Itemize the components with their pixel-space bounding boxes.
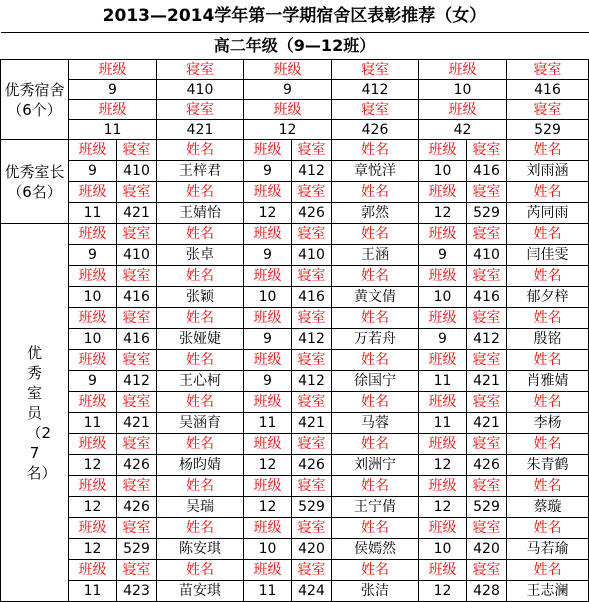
member-class-value: 9 — [69, 245, 117, 266]
member-room-value: 412 — [117, 371, 157, 392]
member-room-value: 426 — [117, 455, 157, 476]
header-room: 寝室 — [467, 434, 507, 455]
dorm-class-value: 10 — [419, 80, 507, 100]
leader-room-value: 412 — [292, 161, 332, 182]
header-room: 寝室 — [157, 60, 244, 80]
header-name: 姓名 — [507, 476, 589, 497]
header-name: 姓名 — [157, 140, 244, 161]
member-room-value: 420 — [467, 539, 507, 560]
header-name: 姓名 — [157, 434, 244, 455]
header-name: 姓名 — [332, 350, 419, 371]
member-room-value: 421 — [467, 413, 507, 434]
header-room: 寝室 — [292, 182, 332, 203]
member-name-value: 张洁 — [332, 581, 419, 602]
member-class-value: 12 — [69, 497, 117, 518]
leader-class-value: 9 — [244, 161, 292, 182]
leader-room-value: 421 — [117, 203, 157, 224]
member-name-value: 张颖 — [157, 287, 244, 308]
section-label-text: 优秀宿舍（6个） — [4, 80, 65, 119]
header-room: 寝室 — [467, 224, 507, 245]
header-room: 寝室 — [117, 224, 157, 245]
dorm-class-value: 42 — [419, 120, 507, 140]
header-name: 姓名 — [507, 392, 589, 413]
leader-class-value: 9 — [69, 161, 117, 182]
dorm-class-value: 11 — [69, 120, 157, 140]
header-class: 班级 — [244, 182, 292, 203]
leader-name-value: 章悦洋 — [332, 161, 419, 182]
member-class-value: 12 — [244, 497, 292, 518]
header-room: 寝室 — [467, 518, 507, 539]
member-room-value: 529 — [467, 497, 507, 518]
dorm-room-value: 426 — [332, 120, 419, 140]
member-name-value: 苗安琪 — [157, 581, 244, 602]
member-room-value: 416 — [292, 287, 332, 308]
member-class-value: 12 — [69, 539, 117, 560]
header-class: 班级 — [69, 518, 117, 539]
member-room-value: 416 — [467, 287, 507, 308]
header-room: 寝室 — [117, 266, 157, 287]
member-class-value: 10 — [419, 539, 467, 560]
leader-name-value: 王梓君 — [157, 161, 244, 182]
header-room: 寝室 — [292, 560, 332, 581]
member-name-value: 吴涵育 — [157, 413, 244, 434]
header-room: 寝室 — [292, 434, 332, 455]
header-class: 班级 — [69, 434, 117, 455]
member-name-value: 闫佳雯 — [507, 245, 589, 266]
header-class: 班级 — [419, 100, 507, 120]
header-class: 班级 — [419, 392, 467, 413]
header-class: 班级 — [69, 476, 117, 497]
section-label-text: 优秀室长（6名） — [4, 162, 65, 201]
header-name: 姓名 — [332, 224, 419, 245]
header-class: 班级 — [69, 60, 157, 80]
member-class-value: 12 — [419, 581, 467, 602]
member-class-value: 10 — [69, 287, 117, 308]
header-room: 寝室 — [117, 560, 157, 581]
header-class: 班级 — [244, 350, 292, 371]
header-class: 班级 — [244, 100, 332, 120]
member-class-value: 11 — [419, 413, 467, 434]
header-name: 姓名 — [332, 266, 419, 287]
member-room-value: 421 — [117, 413, 157, 434]
member-room-value: 410 — [467, 245, 507, 266]
header-name: 姓名 — [332, 434, 419, 455]
header-name: 姓名 — [157, 560, 244, 581]
header-name: 姓名 — [332, 182, 419, 203]
header-room: 寝室 — [117, 308, 157, 329]
header-room: 寝室 — [157, 100, 244, 120]
dorm-class-value: 9 — [69, 80, 157, 100]
header-room: 寝室 — [292, 392, 332, 413]
member-name-value: 王志澜 — [507, 581, 589, 602]
dorm-class-value: 9 — [244, 80, 332, 100]
member-class-value: 11 — [69, 581, 117, 602]
member-name-value: 王心柯 — [157, 371, 244, 392]
dorm-room-value: 412 — [332, 80, 419, 100]
header-room: 寝室 — [507, 60, 589, 80]
header-room: 寝室 — [117, 392, 157, 413]
member-class-value: 9 — [244, 371, 292, 392]
header-room: 寝室 — [507, 100, 589, 120]
header-room: 寝室 — [467, 266, 507, 287]
header-class: 班级 — [244, 224, 292, 245]
leader-room-value: 410 — [117, 161, 157, 182]
leader-name-value: 芮同雨 — [507, 203, 589, 224]
header-name: 姓名 — [157, 224, 244, 245]
header-class: 班级 — [419, 182, 467, 203]
leader-class-value: 12 — [244, 203, 292, 224]
section-label-leader — [1, 140, 69, 224]
member-name-value: 吴瑞 — [157, 497, 244, 518]
member-name-value: 刘洲宁 — [332, 455, 419, 476]
header-class: 班级 — [419, 224, 467, 245]
member-room-value: 412 — [467, 329, 507, 350]
header-name: 姓名 — [507, 182, 589, 203]
member-name-value: 陈安琪 — [157, 539, 244, 560]
header-name: 姓名 — [507, 140, 589, 161]
member-class-value: 10 — [69, 329, 117, 350]
header-class: 班级 — [69, 308, 117, 329]
dorm-class-value: 12 — [244, 120, 332, 140]
member-class-value: 9 — [419, 245, 467, 266]
header-room: 寝室 — [292, 518, 332, 539]
header-class: 班级 — [244, 266, 292, 287]
header-room: 寝室 — [467, 308, 507, 329]
member-class-value: 12 — [419, 455, 467, 476]
header-name: 姓名 — [507, 266, 589, 287]
header-class: 班级 — [419, 560, 467, 581]
section-label-member — [1, 224, 69, 602]
member-name-value: 张卓 — [157, 245, 244, 266]
section-label-text: 优秀室员（27名） — [26, 343, 57, 482]
header-name: 姓名 — [157, 392, 244, 413]
header-class: 班级 — [244, 60, 332, 80]
member-class-value: 11 — [244, 581, 292, 602]
leader-name-value: 刘雨涵 — [507, 161, 589, 182]
header-room: 寝室 — [117, 140, 157, 161]
header-class: 班级 — [69, 224, 117, 245]
header-room: 寝室 — [117, 182, 157, 203]
header-room: 寝室 — [467, 560, 507, 581]
member-name-value: 黄文倩 — [332, 287, 419, 308]
header-class: 班级 — [69, 140, 117, 161]
header-name: 姓名 — [157, 350, 244, 371]
header-room: 寝室 — [292, 140, 332, 161]
member-class-value: 9 — [69, 371, 117, 392]
header-class: 班级 — [244, 476, 292, 497]
member-class-value: 11 — [69, 413, 117, 434]
member-room-value: 410 — [117, 245, 157, 266]
header-room: 寝室 — [467, 182, 507, 203]
grade-heading: 高二年级（9—12班） — [1, 33, 589, 60]
member-name-value: 张娅婕 — [157, 329, 244, 350]
member-room-value: 421 — [292, 413, 332, 434]
header-class: 班级 — [419, 266, 467, 287]
leader-class-value: 11 — [69, 203, 117, 224]
leader-name-value: 郭然 — [332, 203, 419, 224]
header-room: 寝室 — [292, 266, 332, 287]
member-room-value: 410 — [292, 245, 332, 266]
header-class: 班级 — [419, 308, 467, 329]
header-name: 姓名 — [507, 560, 589, 581]
header-name: 姓名 — [507, 308, 589, 329]
header-class: 班级 — [419, 476, 467, 497]
header-room: 寝室 — [117, 476, 157, 497]
header-name: 姓名 — [332, 140, 419, 161]
header-name: 姓名 — [157, 266, 244, 287]
header-class: 班级 — [244, 434, 292, 455]
header-room: 寝室 — [292, 224, 332, 245]
header-class: 班级 — [69, 182, 117, 203]
header-name: 姓名 — [332, 560, 419, 581]
header-class: 班级 — [419, 518, 467, 539]
member-class-value: 12 — [244, 455, 292, 476]
header-room: 寝室 — [117, 434, 157, 455]
header-name: 姓名 — [507, 224, 589, 245]
header-room: 寝室 — [292, 350, 332, 371]
header-name: 姓名 — [157, 308, 244, 329]
leader-class-value: 10 — [419, 161, 467, 182]
member-class-value: 12 — [419, 497, 467, 518]
member-room-value: 416 — [117, 329, 157, 350]
member-class-value: 9 — [419, 329, 467, 350]
dorm-room-value: 529 — [507, 120, 589, 140]
member-name-value: 朱青鹤 — [507, 455, 589, 476]
header-name: 姓名 — [332, 518, 419, 539]
member-room-value: 412 — [292, 329, 332, 350]
member-name-value: 王涵 — [332, 245, 419, 266]
header-room: 寝室 — [117, 350, 157, 371]
header-name: 姓名 — [507, 434, 589, 455]
header-class: 班级 — [69, 100, 157, 120]
header-class: 班级 — [69, 560, 117, 581]
leader-room-value: 416 — [467, 161, 507, 182]
header-room: 寝室 — [467, 350, 507, 371]
member-class-value: 10 — [419, 287, 467, 308]
header-class: 班级 — [244, 392, 292, 413]
member-name-value: 蔡璇 — [507, 497, 589, 518]
header-class: 班级 — [244, 560, 292, 581]
member-name-value: 殷铭 — [507, 329, 589, 350]
member-class-value: 11 — [419, 371, 467, 392]
leader-room-value: 426 — [292, 203, 332, 224]
member-class-value: 10 — [244, 539, 292, 560]
member-room-value: 426 — [467, 455, 507, 476]
member-room-value: 423 — [117, 581, 157, 602]
leader-room-value: 529 — [467, 203, 507, 224]
header-class: 班级 — [419, 140, 467, 161]
member-room-value: 420 — [292, 539, 332, 560]
header-class: 班级 — [69, 266, 117, 287]
member-room-value: 529 — [292, 497, 332, 518]
member-name-value: 李杨 — [507, 413, 589, 434]
header-name: 姓名 — [507, 518, 589, 539]
header-name: 姓名 — [157, 518, 244, 539]
member-room-value: 412 — [292, 371, 332, 392]
member-room-value: 426 — [292, 455, 332, 476]
member-room-value: 421 — [467, 371, 507, 392]
member-class-value: 11 — [244, 413, 292, 434]
header-room: 寝室 — [467, 476, 507, 497]
header-class: 班级 — [419, 434, 467, 455]
header-name: 姓名 — [332, 308, 419, 329]
header-class: 班级 — [419, 350, 467, 371]
section-label-dorm — [1, 60, 69, 140]
member-name-value: 徐国宁 — [332, 371, 419, 392]
header-name: 姓名 — [332, 476, 419, 497]
member-name-value: 王宁倩 — [332, 497, 419, 518]
header-room: 寝室 — [467, 392, 507, 413]
header-room: 寝室 — [292, 476, 332, 497]
member-class-value: 9 — [244, 329, 292, 350]
member-name-value: 万若舟 — [332, 329, 419, 350]
member-name-value: 马若瑜 — [507, 539, 589, 560]
member-class-value: 10 — [244, 287, 292, 308]
leader-class-value: 12 — [419, 203, 467, 224]
header-class: 班级 — [69, 392, 117, 413]
header-class: 班级 — [69, 350, 117, 371]
header-name: 姓名 — [157, 476, 244, 497]
header-class: 班级 — [419, 60, 507, 80]
member-name-value: 侯嫣然 — [332, 539, 419, 560]
header-name: 姓名 — [157, 182, 244, 203]
header-room: 寝室 — [292, 308, 332, 329]
member-room-value: 416 — [117, 287, 157, 308]
member-room-value: 428 — [467, 581, 507, 602]
member-room-value: 424 — [292, 581, 332, 602]
leader-name-value: 王婧怡 — [157, 203, 244, 224]
header-room: 寝室 — [467, 140, 507, 161]
member-class-value: 9 — [244, 245, 292, 266]
header-class: 班级 — [244, 518, 292, 539]
member-name-value: 杨昀婧 — [157, 455, 244, 476]
header-class: 班级 — [244, 308, 292, 329]
member-name-value: 马蓉 — [332, 413, 419, 434]
member-room-value: 529 — [117, 539, 157, 560]
member-room-value: 426 — [117, 497, 157, 518]
header-room: 寝室 — [332, 60, 419, 80]
header-room: 寝室 — [332, 100, 419, 120]
member-class-value: 12 — [69, 455, 117, 476]
member-name-value: 肖雅婧 — [507, 371, 589, 392]
header-name: 姓名 — [332, 392, 419, 413]
member-name-value: 郁夕梓 — [507, 287, 589, 308]
dorm-room-value: 416 — [507, 80, 589, 100]
header-name: 姓名 — [507, 350, 589, 371]
page-title: 2013—2014学年第一学期宿舍区表彰推荐（女） — [102, 6, 487, 26]
header-class: 班级 — [244, 140, 292, 161]
header-room: 寝室 — [117, 518, 157, 539]
dorm-room-value: 421 — [157, 120, 244, 140]
dorm-room-value: 410 — [157, 80, 244, 100]
